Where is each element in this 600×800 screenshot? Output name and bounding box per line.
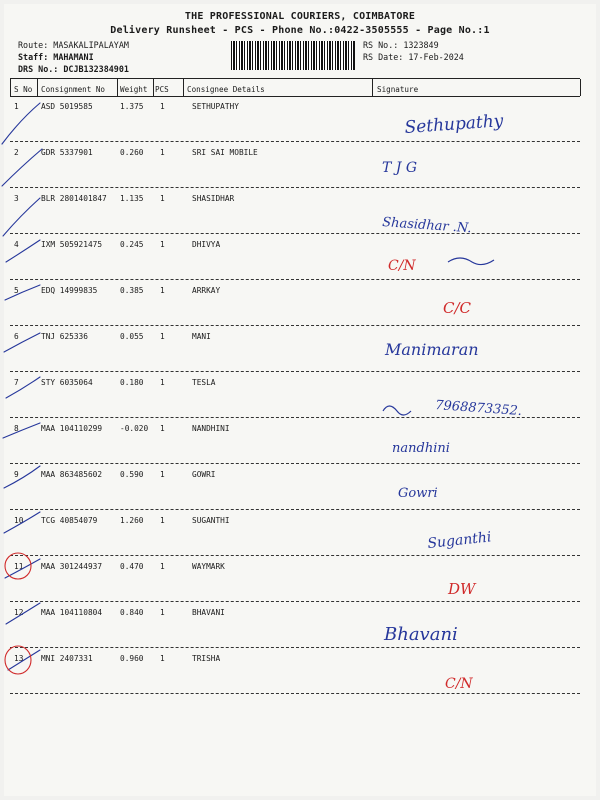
row-weight: 1.375 (120, 102, 144, 111)
row-sno: 1 (14, 102, 19, 111)
signature-10: Suganthi (426, 529, 493, 552)
staff-label: Staff: MAHAMANI (18, 52, 94, 62)
signature-4: C/N (388, 258, 416, 274)
tick-mark (2, 149, 42, 186)
red-circle-mark (5, 646, 31, 674)
row-consignee: SRI SAI MOBILE (192, 148, 258, 157)
signature-13: C/N (445, 676, 473, 692)
row-sno: 12 (14, 608, 24, 617)
row-weight: 0.590 (120, 470, 144, 479)
tick-mark (5, 559, 40, 578)
row-pcs: 1 (160, 608, 165, 617)
row-consignee: MANI (192, 332, 211, 341)
row-consignee: WAYMARK (192, 562, 225, 571)
tick-mark (5, 285, 40, 300)
row-consignee: SETHUPATHY (192, 102, 239, 111)
signature-scribble (383, 406, 411, 415)
signature-scribble (448, 258, 494, 265)
runsheet-subtitle: Delivery Runsheet - PCS - Phone No.:0422-3505555 - Page No.:1 (110, 25, 490, 36)
route-label: Route: MASAKALIPALAYAM (18, 40, 129, 50)
row-weight: 0.245 (120, 240, 144, 249)
row-pcs: 1 (160, 378, 165, 387)
tick-mark (6, 603, 40, 624)
signature-12: Bhavani (384, 624, 458, 645)
row-pcs: 1 (160, 424, 165, 433)
col-header-consignee: Consignee Details (187, 85, 265, 94)
row-sno: 7 (14, 378, 19, 387)
row-sno: 10 (14, 516, 24, 525)
row-weight: 0.960 (120, 654, 144, 663)
col-header-pcs: PCS (155, 85, 169, 94)
col-header-sno: S No (14, 85, 33, 94)
row-consignee: TRISHA (192, 654, 221, 663)
signature-5: C/C (443, 299, 472, 317)
signature-6: Manimaran (385, 340, 479, 359)
row-consignee: BHAVANI (192, 608, 225, 617)
company-title: THE PROFESSIONAL COURIERS, COIMBATORE (184, 11, 416, 22)
row-weight: 0.470 (120, 562, 144, 571)
row-pcs: 1 (160, 470, 165, 479)
tick-mark (3, 423, 40, 438)
row-weight: 0.840 (120, 608, 144, 617)
row-sno: 13 (14, 654, 24, 663)
row-sno: 6 (14, 332, 19, 341)
row-pcs: 1 (160, 562, 165, 571)
row-sno: 2 (14, 148, 19, 157)
col-header-signature: Signature (377, 85, 419, 94)
signature-1: Sethupathy (403, 111, 504, 138)
row-weight: 0.180 (120, 378, 144, 387)
row-consignment: TNJ 625336 (41, 332, 88, 341)
row-consignee: NANDHINI (192, 424, 230, 433)
row-weight: -0.020 (120, 424, 149, 433)
row-pcs: 1 (160, 102, 165, 111)
row-sno: 3 (14, 194, 19, 203)
row-sno: 4 (14, 240, 19, 249)
row-pcs: 1 (160, 332, 165, 341)
row-pcs: 1 (160, 516, 165, 525)
row-sno: 5 (14, 286, 19, 295)
row-consignment: MNI 2407331 (41, 654, 93, 663)
row-weight: 1.135 (120, 194, 144, 203)
row-pcs: 1 (160, 286, 165, 295)
row-consignment: BLR 2801401847 (41, 194, 107, 203)
row-consignment: ASD 5019585 (41, 102, 93, 111)
rs-date: RS Date: 17-Feb-2024 (363, 52, 464, 62)
row-weight: 0.260 (120, 148, 144, 157)
row-consignment: TCG 40854079 (41, 516, 98, 525)
row-consignee: ARRKAY (192, 286, 221, 295)
row-sno: 8 (14, 424, 19, 433)
row-consignment: IXM 505921475 (41, 240, 103, 249)
row-pcs: 1 (160, 654, 165, 663)
row-pcs: 1 (160, 240, 165, 249)
tick-mark (4, 466, 40, 488)
signature-7: 7968873352. (434, 398, 523, 420)
signature-2: T J G (382, 160, 418, 176)
tick-mark (6, 240, 40, 262)
tick-mark (3, 198, 40, 236)
tick-mark (2, 103, 40, 144)
col-header-weight: Weight (120, 85, 148, 94)
rs-number: RS No.: 1323849 (363, 40, 439, 50)
signature-9: Gowri (398, 486, 438, 501)
row-consignee: GOWRI (192, 470, 216, 479)
col-header-consignment: Consignment No (41, 85, 106, 94)
row-pcs: 1 (160, 194, 165, 203)
row-sno: 11 (14, 562, 24, 571)
row-consignee: TESLA (192, 378, 216, 387)
row-consignment: MAA 104110804 (41, 608, 103, 617)
tick-mark (6, 377, 40, 398)
row-consignment: GDR 5337901 (41, 148, 93, 157)
signature-8: nandhini (392, 441, 450, 456)
row-consignee: SUGANTHI (192, 516, 230, 525)
drs-number: DRS No.: DCJB132384901 (18, 64, 129, 74)
row-consignment: EDQ 14999835 (41, 286, 98, 295)
tick-mark (8, 650, 40, 670)
tick-mark (4, 512, 40, 533)
row-pcs: 1 (160, 148, 165, 157)
row-consignee: DHIVYA (192, 240, 221, 249)
row-consignment: MAA 863485602 (41, 470, 103, 479)
row-sno: 9 (14, 470, 19, 479)
row-weight: 1.260 (120, 516, 144, 525)
row-consignment: MAA 104110299 (41, 424, 103, 433)
row-consignment: STY 6035064 (41, 378, 93, 387)
row-weight: 0.385 (120, 286, 144, 295)
signature-3: Shasidhar .N. (381, 215, 473, 237)
row-consignee: SHASIDHAR (192, 194, 235, 203)
signature-11: DW (448, 580, 476, 598)
tick-mark (4, 333, 40, 352)
row-consignment: MAA 301244937 (41, 562, 103, 571)
row-weight: 0.055 (120, 332, 144, 341)
